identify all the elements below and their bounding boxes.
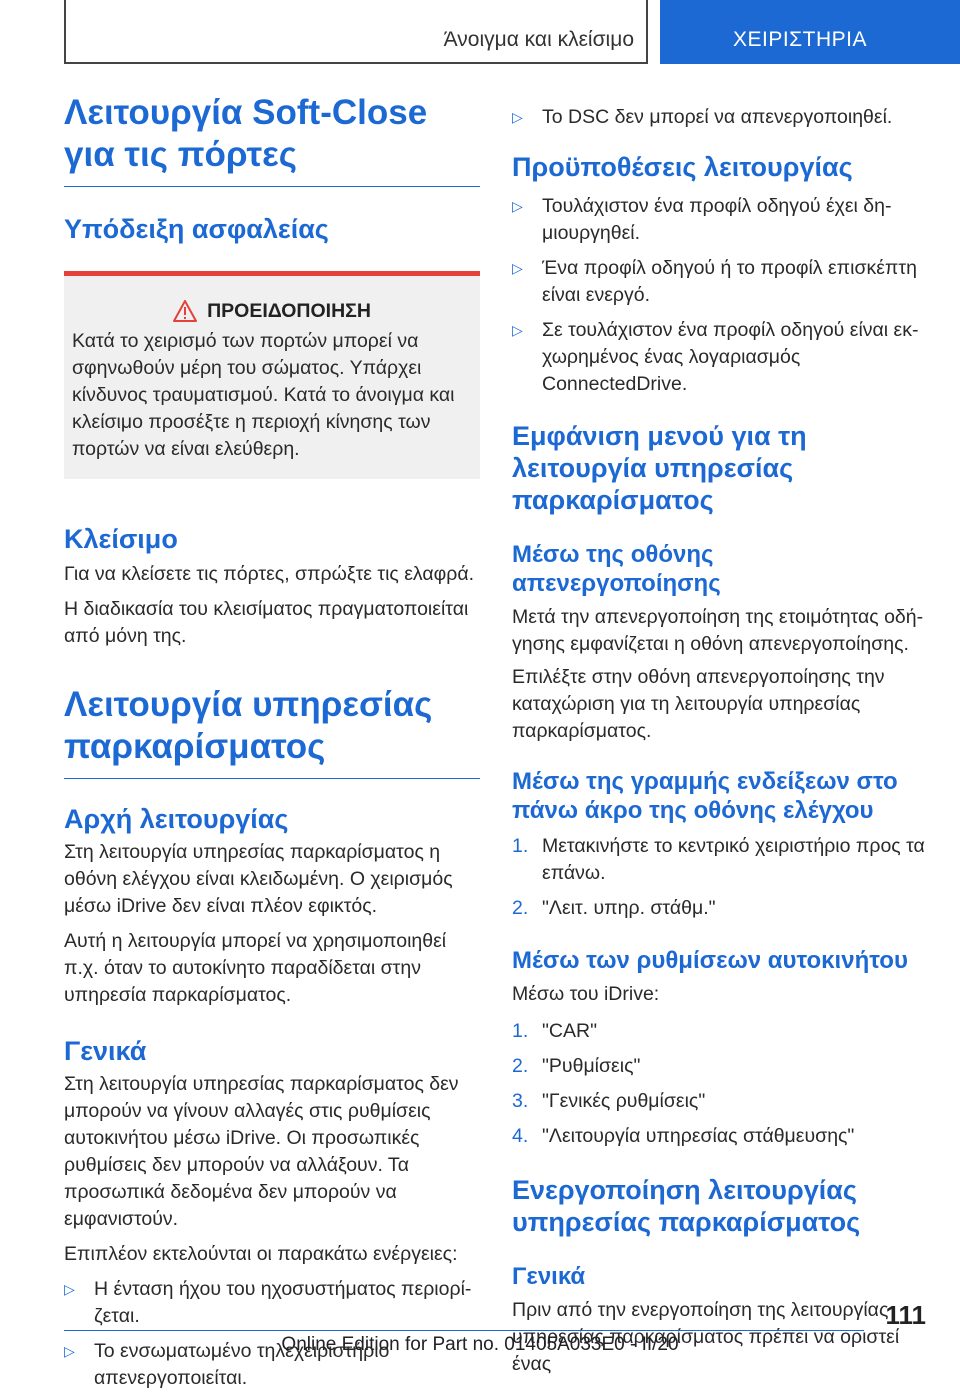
step-number: 3. [512, 1090, 529, 1112]
shutdown-paragraph-2: Επιλέξτε στην οθόνη απενεργοποίησης την καταχώριση για τη λειτουργία υπηρεσίας παρκαρίσματος. [512, 666, 885, 742]
list-item [512, 255, 926, 309]
page-number: 111 [885, 1300, 926, 1330]
heading-principle: Αρχή λειτουργίας [64, 804, 289, 834]
warning-title: ΠΡΟΕΙΔΟΠΟΙΗΣΗ [207, 300, 371, 322]
list-item [512, 833, 926, 887]
heading-safety: Υπόδειξη ασφαλείας [64, 214, 329, 244]
footer-divider [64, 1330, 864, 1331]
warning-triangle-icon [173, 300, 197, 322]
general-paragraph-1: Στη λειτουργία υπηρεσίας παρκαρίσματος δεν μπορούν να γίνουν αλλαγές στις ρυθμίσεις αυτοκινήτου μέσω iDrive. Οι προσωπικές ρυθμίσεις δεν μπορούν να αλλάξουν. Τα προσωπικά δεδομένα δεν μπορούν να εμφανιστούν. [64, 1073, 459, 1230]
bullet-text: Σε τουλάχιστον ένα προφίλ οδηγού είναι εκχωρημένος ένας λογαριασμός ConnectedDrive. [542, 319, 919, 395]
page-header [0, 0, 960, 66]
closing-paragraph-1: Για να κλείσετε τις πόρτες, σπρώξτε τις ελαφρά. [64, 563, 475, 585]
section-tab [64, 0, 648, 64]
heading-prerequisites: Προϋποθέσεις λειτουργίας [512, 152, 853, 182]
heading-general-right: Γενικά [512, 1263, 586, 1290]
heading-show-menu: Εμφάνιση μενού για τη λειτουργία υπηρεσίας παρκαρίσματος [512, 421, 807, 515]
list-item [512, 1018, 926, 1045]
right-column [512, 104, 926, 1378]
principle-paragraph-1: Στη λειτουργία υπηρεσίας παρκαρίσματος η οθόνη ελέγχου είναι κλειδωμένη. Ο χειρισμός μέσω iDrive δεν είναι πλέον εφικτός. [64, 841, 453, 917]
heading-status-bar: Μέσω της γραμμής ενδείξεων στο πάνω άκρο της οθόνης ελέγχου [512, 768, 898, 824]
bullet-marker-icon: ▷ [512, 198, 523, 214]
heading-vehicle-settings: Μέσω των ρυθμίσεων αυτοκινήτου [512, 947, 908, 974]
heading-softclose: Λειτουργία Soft-Close για τις πόρτες [64, 92, 480, 187]
footer-edition: Online Edition for Part no. 01405A033E0 - II/20 [281, 1334, 679, 1355]
bullet-marker-icon: ▷ [512, 322, 523, 338]
closing-paragraph-2: Η διαδικασία του κλεισίματος πραγματοποιείται από μόνη της. [64, 598, 469, 647]
bullet-text: Το ενσωματωμένο τηλεχειριστήριο απενεργοποιείται. [94, 1340, 390, 1389]
list-item [64, 1276, 480, 1330]
step-text: Μετακινήστε το κεντρικό χειριστήριο προς τα επάνω. [542, 835, 925, 884]
list-item [512, 895, 926, 922]
step-text: "Γενικές ρυθμίσεις" [542, 1090, 706, 1112]
chapter-title: ΧΕΙΡΙΣΤΗΡΙΑ [732, 28, 867, 51]
bullet-text: Το DSC δεν μπορεί να απενεργοποιηθεί. [542, 106, 893, 128]
bullet-text: Ένα προφίλ οδηγού ή το προφίλ επισκέπτη είναι ενεργό. [542, 257, 917, 306]
list-item [512, 1053, 926, 1080]
settings-paragraph: Μέσω του iDrive: [512, 983, 660, 1005]
step-number: 2. [512, 897, 529, 919]
step-number: 4. [512, 1125, 529, 1147]
heading-parking-service: Λειτουργία υπηρεσίας παρκαρίσματος [64, 684, 480, 779]
list-item [512, 193, 926, 247]
activate-paragraph: Πριν από την ενεργοποίηση της λειτουργίας υπηρεσίας παρκαρίσματος πρέπει να οριστεί ένας [512, 1299, 900, 1375]
bullet-marker-icon: ▷ [64, 1343, 75, 1359]
section-title: Άνοιγμα και κλείσιμο [443, 28, 634, 51]
bullet-marker-icon: ▷ [64, 1281, 75, 1297]
step-number: 1. [512, 1020, 529, 1042]
left-column [64, 92, 480, 1392]
list-item [512, 1123, 926, 1150]
warning-header [72, 298, 472, 324]
shutdown-paragraph-1: Μετά την απενεργοποίηση της ετοιμότητας οδήγησης εμφανίζεται η οθόνη απενεργοποίησης. [512, 606, 924, 655]
list-item [512, 317, 926, 398]
bullet-text: Η ένταση ήχου του ηχοσυστήματος περιορίζεται. [94, 1278, 472, 1327]
step-text: "Ρυθμίσεις" [542, 1055, 641, 1077]
warning-box [64, 271, 480, 479]
heading-shutdown-screen: Μέσω της οθόνης απενεργοποίησης [512, 541, 721, 597]
step-text: "Λειτουργία υπηρεσίας στάθμευσης" [542, 1125, 855, 1147]
warning-text: Κατά το χειρισμό των πορτών μπορεί να σφηνωθούν μέρη του σώματος. Υπάρχει κίνδυνος τραυματισμού. Κατά το άνοιγμα και κλείσιμο προσέξτε η περιοχή κίνησης των πορτών να είναι ελεύθερη. [72, 330, 455, 460]
heading-closing: Κλείσιμο [64, 524, 178, 554]
step-text: "CAR" [542, 1020, 598, 1042]
principle-paragraph-2: Αυτή η λειτουργία μπορεί να χρησιμοποιηθεί π.χ. όταν το αυτοκίνητο παραδίδεται στην υπηρεσία παρκαρίσματος. [64, 930, 447, 1006]
heading-activate: Ενεργοποίηση λειτουργίας υπηρεσίας παρκαρίσματος [512, 1175, 861, 1237]
step-number: 2. [512, 1055, 529, 1077]
bullet-marker-icon: ▷ [512, 260, 523, 276]
heading-general: Γενικά [64, 1036, 147, 1066]
general-paragraph-2: Επιπλέον εκτελούνται οι παρακάτω ενέργειες: [64, 1243, 458, 1265]
step-text: "Λειτ. υπηρ. στάθμ." [542, 897, 716, 919]
list-item [512, 104, 926, 131]
step-number: 1. [512, 835, 529, 857]
list-item [512, 1088, 926, 1115]
chapter-tab [660, 0, 960, 64]
bullet-text: Τουλάχιστον ένα προφίλ οδηγού έχει δημιουργηθεί. [542, 195, 892, 244]
bullet-marker-icon: ▷ [512, 109, 523, 125]
